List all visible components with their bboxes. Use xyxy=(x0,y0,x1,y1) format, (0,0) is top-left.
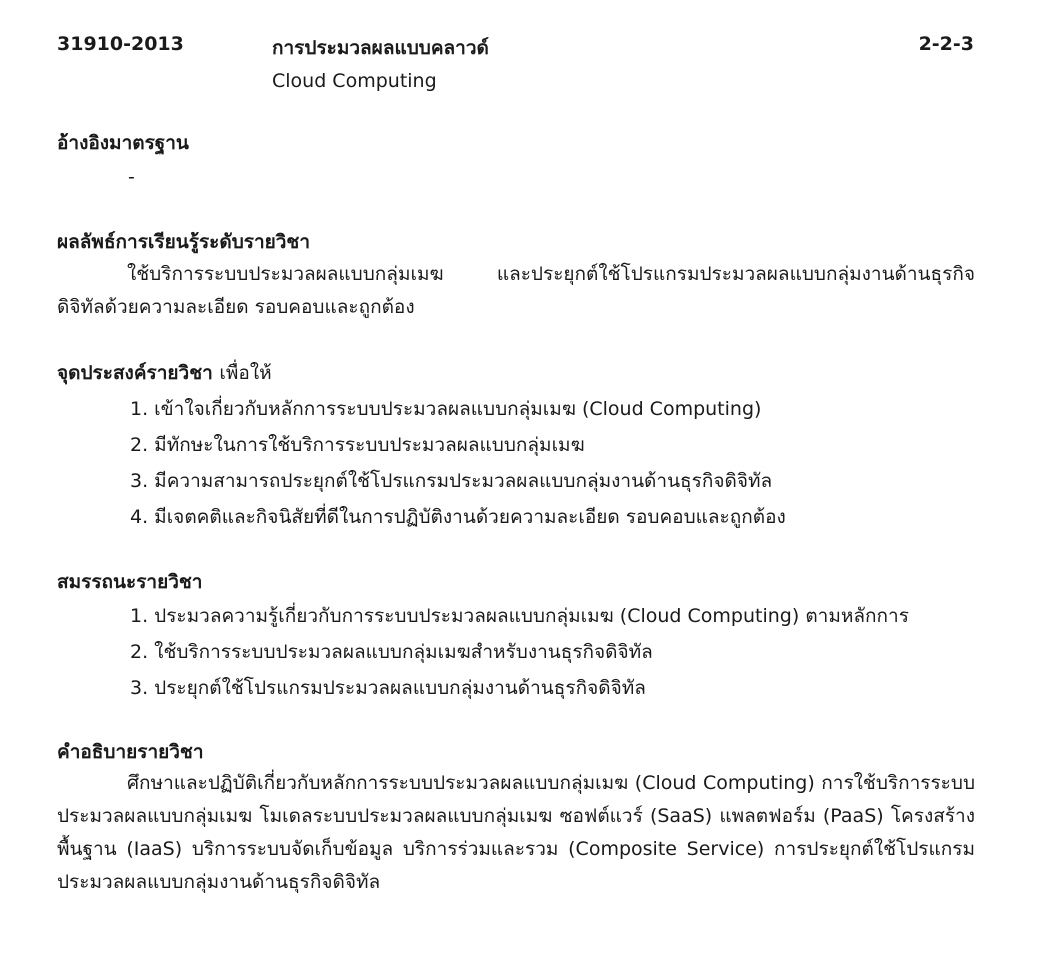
course-credits: 2-2-3 xyxy=(918,33,974,55)
objectives-heading-label: จุดประสงค์รายวิชา xyxy=(57,362,213,384)
learning-outcome-text: ใช้บริการระบบประมวลผลแบบกลุ่มเมฆ และประยุกต์ใช้โปรแกรมประมวลผลแบบกลุ่มงานด้านธุรกิจดิจิทัลด้วยความละเอียด รอบคอบและถูกต้อง xyxy=(57,263,975,318)
list-item: 3. ประยุกต์ใช้โปรแกรมประมวลผลแบบกลุ่มงานด้านธุรกิจดิจิทัล xyxy=(130,677,646,699)
learning-outcome-paragraph xyxy=(57,258,975,324)
competencies-heading: สมรรถนะรายวิชา xyxy=(57,571,203,593)
list-item: 4. มีเจตคติและกิจนิสัยที่ดีในการปฏิบัติงานด้วยความละเอียด รอบคอบและถูกต้อง xyxy=(130,506,786,528)
description-text: ศึกษาและปฏิบัติเกี่ยวกับหลักการระบบประมวลผลแบบกลุ่มเมฆ (Cloud Computing) การใช้บริการระบบประมวลผลแบบกลุ่มเมฆ โมเดลระบบประมวลผลแบบกลุ่มเมฆ ซอฟต์แวร์ (SaaS) แพลตฟอร์ม (PaaS) โครงสร้างพื้นฐาน (IaaS) บริการระบบจัดเก็บข้อมูล บริการร่วมและรวม (Composite Service) การประยุกต์ใช้โปรแกรมประมวลผลแบบกลุ่มงานด้านธุรกิจดิจิทัล xyxy=(57,772,975,893)
course-code: 31910-2013 xyxy=(57,33,184,55)
objectives-list xyxy=(130,391,786,535)
learning-outcome-heading: ผลลัพธ์การเรียนรู้ระดับรายวิชา xyxy=(57,231,310,253)
list-item: 1. ประมวลความรู้เกี่ยวกับการระบบประมวลผลแบบกลุ่มเมฆ (Cloud Computing) ตามหลักการ xyxy=(130,605,909,627)
list-item: 2. มีทักษะในการใช้บริการระบบประมวลผลแบบกลุ่มเมฆ xyxy=(130,434,585,456)
course-title-thai: การประมวลผลแบบคลาวด์ xyxy=(272,37,489,59)
competencies-list xyxy=(130,598,909,706)
course-title-english: Cloud Computing xyxy=(272,70,437,92)
objectives-heading xyxy=(57,358,272,388)
list-item: 3. มีความสามารถประยุกต์ใช้โปรแกรมประมวลผลแบบกลุ่มงานด้านธุรกิจดิจิทัล xyxy=(130,470,773,492)
reference-heading: อ้างอิงมาตรฐาน xyxy=(57,132,189,154)
description-heading: คำอธิบายรายวิชา xyxy=(57,741,204,763)
objectives-heading-suffix: เพื่อให้ xyxy=(219,362,272,384)
description-paragraph xyxy=(57,767,975,899)
reference-value: - xyxy=(128,166,135,188)
list-item: 2. ใช้บริการระบบประมวลผลแบบกลุ่มเมฆสำหรับงานธุรกิจดิจิทัล xyxy=(130,641,653,663)
list-item: 1. เข้าใจเกี่ยวกับหลักการระบบประมวลผลแบบกลุ่มเมฆ (Cloud Computing) xyxy=(130,398,762,420)
